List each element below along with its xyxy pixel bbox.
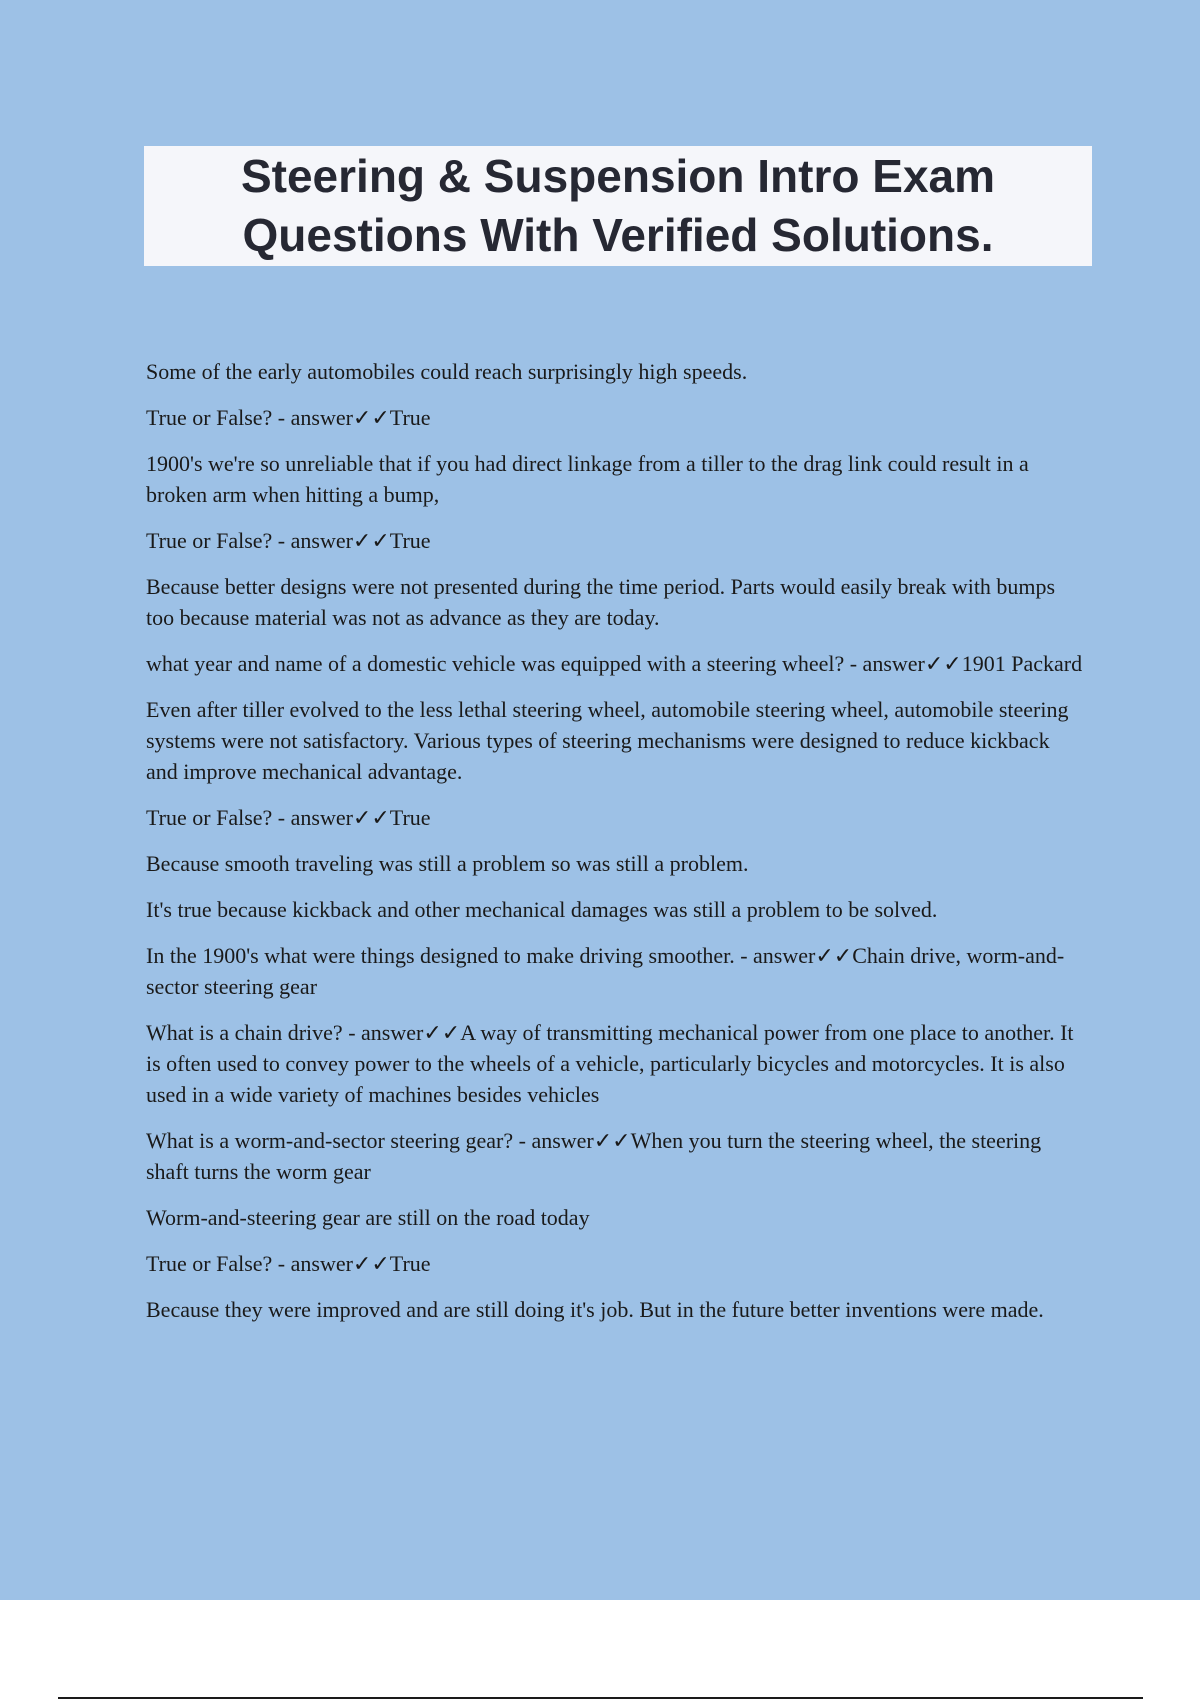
footer-rule [58, 1697, 1143, 1699]
paragraph: Because smooth traveling was still a problem so was still a problem. [146, 851, 749, 876]
paragraph: What is a chain drive? - answer✓✓A way of transmitting mechanical power from one place to another. It is often used to convey power to the wheels of a vehicle, particularly bicycles and motorcycles. It is also used in a wide variety of machines besides vehicles [146, 1020, 1074, 1107]
paragraph: It's true because kickback and other mechanical damages was still a problem to be solved. [146, 897, 938, 922]
page-title-line-1: Steering & Suspension Intro Exam [240, 150, 996, 202]
paragraph: Because they were improved and are still doing it's job. But in the future better inventions were made. [146, 1297, 1044, 1322]
paragraph: True or False? - answer✓✓True [146, 805, 431, 830]
paragraph: True or False? - answer✓✓True [146, 1251, 431, 1276]
paragraph: What is a worm-and-sector steering gear? - answer✓✓When you turn the steering wheel, the steering shaft turns the worm gear [146, 1128, 1042, 1184]
document-body [146, 356, 1086, 1340]
paragraph: True or False? - answer✓✓True [146, 528, 431, 553]
paragraph: Some of the early automobiles could reach surprisingly high speeds. [146, 359, 748, 384]
paragraph: Because better designs were not presented during the time period. Parts would easily break with bumps too because material was not as advance as they are today. [146, 574, 1056, 630]
title-box [144, 146, 1092, 266]
paragraph: True or False? - answer✓✓True [146, 405, 431, 430]
paragraph: Even after tiller evolved to the less lethal steering wheel, automobile steering wheel, automobile steering systems were not satisfactory. Various types of steering mechanisms were designed to reduce kickback and improve mechanical advantage. [146, 697, 1069, 784]
paragraph: what year and name of a domestic vehicle was equipped with a steering wheel? - answer✓✓1901 Packard [146, 651, 1083, 676]
paragraph: Worm-and-steering gear are still on the road today [146, 1205, 590, 1230]
paragraph: In the 1900's what were things designed to make driving smoother. - answer✓✓Chain drive, worm-and-sector steering gear [146, 943, 1065, 999]
paragraph: 1900's we're so unreliable that if you had direct linkage from a tiller to the drag link could result in a broken arm when hitting a bump, [146, 451, 1029, 507]
page-title-line-2: Questions With Verified Solutions. [242, 209, 994, 261]
